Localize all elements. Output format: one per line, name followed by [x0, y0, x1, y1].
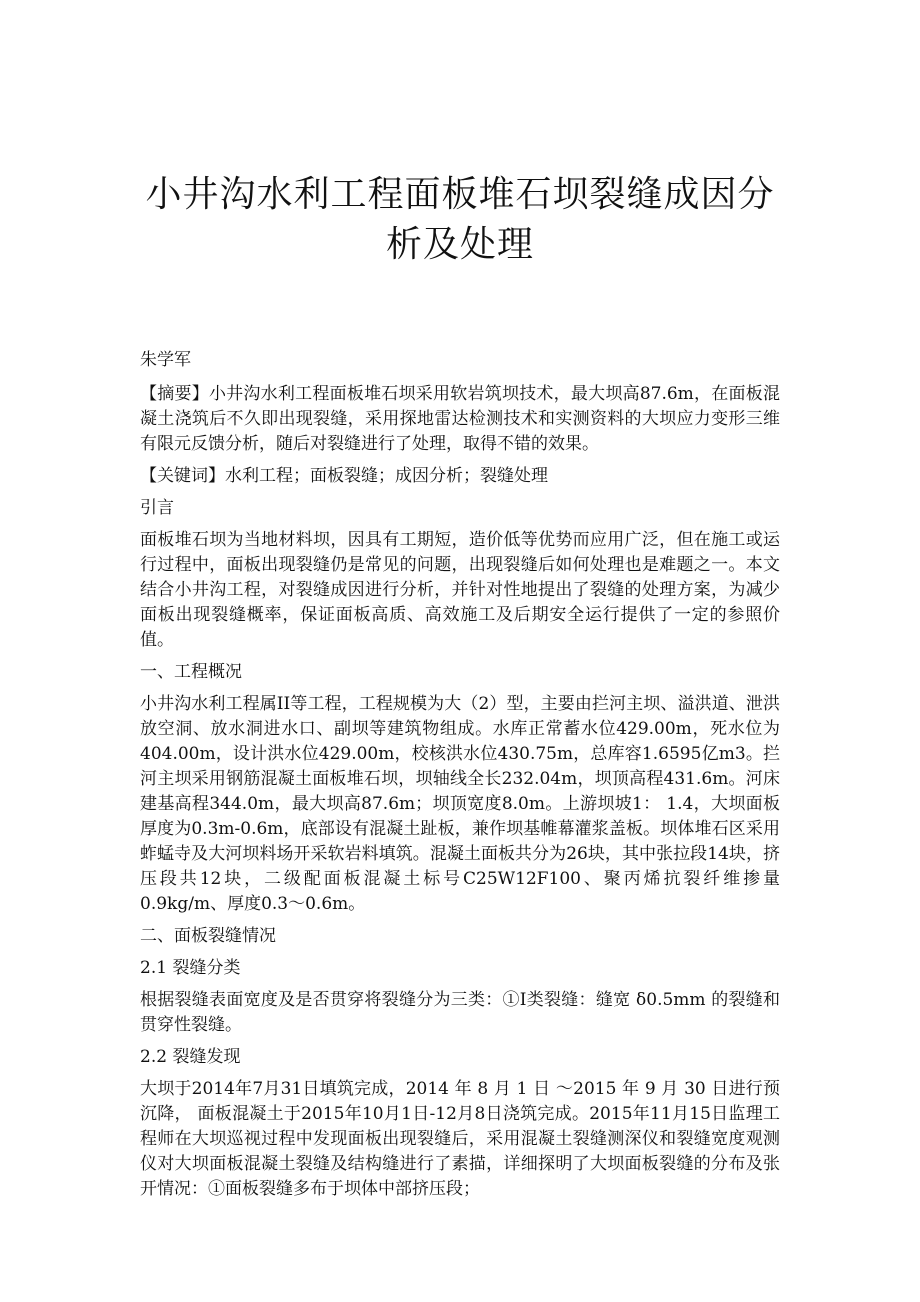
section-2-2-paragraph: 大坝于2014年7月31日填筑完成，2014 年 8 月 1 日 ～2015 年 9 月 30 日进行预沉降， 面板混凝土于2015年10月1日-12月8日浇筑完成。2015年11月15日监理工程师在大坝巡视过程中发现面板出现裂缝后，采用混凝土裂缝测深仪和裂缝宽度观测仪对大坝面板混凝土裂缝及结构缝进行了素描，详细探明了大坝面板裂缝的分布及张开情况：①面板裂缝多布于坝体中部挤压段； — [140, 1079, 780, 1199]
intro-paragraph: 面板堆石坝为当地材料坝，因具有工期短，造价低等优势而应用广泛，但在施工或运行过程中，面板出现裂缝仍是常见的问题，出现裂缝后如何处理也是难题之一。本文结合小井沟工程，对裂缝成因进行分析，并针对性地提出了裂缝的处理方案，为减少面板出现裂缝概率，保证面板高质、高效施工及后期安全运行提供了一定的参照价值。 — [140, 530, 780, 650]
section-1-heading: 一、工程概况 — [140, 662, 242, 682]
section-2-2-heading: 2.2 裂缝发现 — [140, 1047, 241, 1067]
section-2-1-heading: 2.1 裂缝分类 — [140, 958, 241, 978]
section-2-heading: 二、面板裂缝情况 — [140, 926, 276, 946]
document-title — [120, 170, 800, 270]
intro-heading: 引言 — [140, 498, 174, 518]
author: 朱学军 — [140, 350, 191, 370]
title-line-1: 小井沟水利工程面板堆石坝裂缝成因分 — [145, 174, 775, 215]
keywords-paragraph: 【关键词】水利工程；面板裂缝；成因分析；裂缝处理 — [140, 466, 548, 486]
title-line-2: 析及处理 — [385, 224, 534, 265]
section-1-paragraph: 小井沟水利工程属II等工程，工程规模为大（2）型，主要由拦河主坝、溢洪道、泄洪放空洞、放水洞进水口、副坝等建筑物组成。水库正常蓄水位429.00m，死水位为404.00m，设计洪水位429.00m，校核洪水位430.75m，总库容1.6595亿m3。拦河主坝采用钢筋混凝土面板堆石坝，坝轴线全长232.04m，坝顶高程431.6m。河床建基高程344.0m，最大坝高87.6m；坝顶宽度8.0m。上游坝坡1： 1.4，大坝面板厚度为0.3m-0.6m，底部设有混凝土趾板，兼作坝基帷幕灌浆盖板。坝体堆石区采用蚱蜢寺及大河坝料场开采软岩料填筑。混凝土面板共分为26块，其中张拉段14块，挤压段共12块，二级配面板混凝土标号C25W12F100、聚丙烯抗裂纤维掺量0.9kg/m、厚度0.3～0.6m。 — [140, 694, 780, 914]
document-body — [140, 348, 780, 1209]
abstract-paragraph: 【摘要】小井沟水利工程面板堆石坝采用软岩筑坝技术，最大坝高87.6m，在面板混凝土浇筑后不久即出现裂缝，采用探地雷达检测技术和实测资料的大坝应力变形三维有限元反馈分析，随后对裂缝进行了处理，取得不错的效果。 — [140, 384, 780, 454]
section-2-1-paragraph: 根据裂缝表面宽度及是否贯穿将裂缝分为三类：①I类裂缝：缝宽 δ0.5mm 的裂缝和贯穿性裂缝。 — [140, 990, 780, 1035]
